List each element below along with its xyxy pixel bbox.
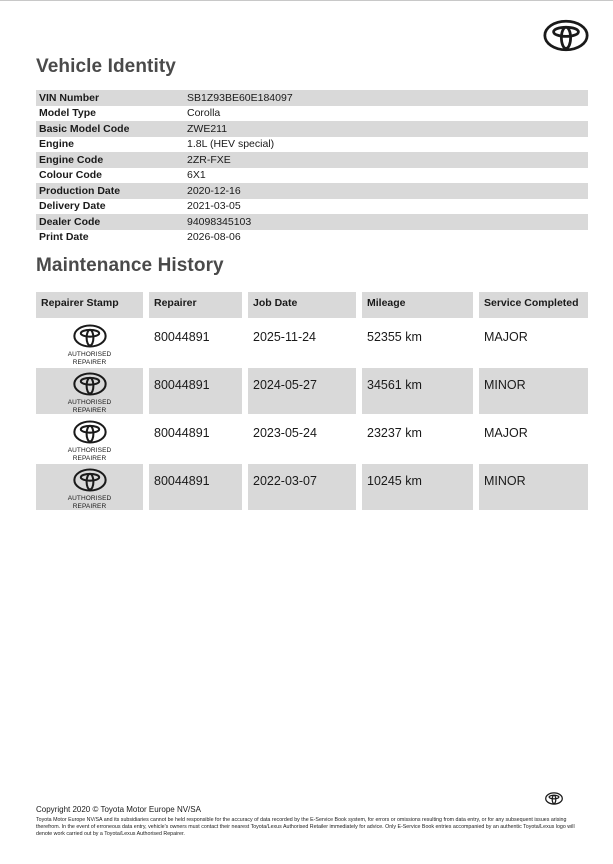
identity-label: Model Type [39, 107, 96, 120]
vehicle-identity-title: Vehicle Identity [36, 56, 176, 77]
job-date: 2025-11-24 [253, 330, 317, 344]
job-date: 2024-05-27 [248, 368, 356, 414]
identity-label: Engine [39, 138, 75, 151]
identity-label: Colour Code [39, 169, 102, 182]
repairer-stamp [36, 464, 143, 510]
maintenance-header-row [36, 292, 588, 318]
stamp-line2: REPAIRER [72, 406, 107, 414]
identity-row [36, 199, 588, 215]
repairer-code: 80044891 [154, 426, 210, 440]
mileage: 52355 km [367, 330, 422, 344]
identity-value: Corolla [187, 107, 221, 120]
identity-row [36, 90, 588, 106]
identity-row [36, 152, 588, 168]
repairer-stamp [36, 320, 143, 366]
column-header: Repairer Stamp [36, 292, 143, 318]
maintenance-history-title: Maintenance History [36, 255, 224, 276]
identity-value: 6X1 [187, 169, 206, 182]
identity-label: Delivery Date [39, 200, 106, 213]
identity-value: 94098345103 [187, 215, 252, 228]
stamp-line1: AUTHORISED [67, 399, 112, 406]
identity-label: Basic Model Code [39, 122, 130, 135]
service-completed: MAJOR [484, 330, 528, 344]
identity-row [36, 137, 588, 153]
column-header: Mileage [362, 292, 473, 318]
identity-value: 1.8L (HEV special) [187, 138, 275, 151]
identity-value: 2026-08-06 [187, 231, 241, 244]
table-row [36, 320, 588, 366]
toyota-logo-icon [543, 19, 589, 52]
identity-row [36, 214, 588, 230]
job-date: 2023-05-24 [253, 426, 317, 440]
job-date: 2022-03-07 [248, 464, 356, 510]
table-row [36, 416, 588, 462]
service-completed: MINOR [479, 368, 588, 414]
column-header: Service Completed [479, 292, 588, 318]
repairer-code: 80044891 [154, 330, 210, 344]
identity-value: 2ZR-FXE [187, 153, 231, 166]
identity-row [36, 230, 588, 246]
toyota-logo-icon [73, 468, 107, 492]
maintenance-history-table [36, 292, 588, 510]
identity-row [36, 121, 588, 137]
identity-row [36, 183, 588, 199]
repairer-stamp [36, 368, 143, 414]
stamp-line1: AUTHORISED [67, 447, 112, 454]
mileage: 23237 km [367, 426, 422, 440]
service-completed: MINOR [479, 464, 588, 510]
identity-label: VIN Number [39, 91, 100, 104]
identity-row [36, 168, 588, 184]
stamp-line1: AUTHORISED [67, 495, 112, 502]
identity-label: Engine Code [39, 153, 104, 166]
repairer-stamp [36, 416, 143, 462]
toyota-logo-icon [73, 420, 107, 444]
identity-label: Production Date [39, 184, 121, 197]
table-row [36, 368, 588, 414]
column-header: Repairer [149, 292, 242, 318]
mileage: 34561 km [362, 368, 473, 414]
table-row [36, 464, 588, 510]
stamp-line1: AUTHORISED [67, 351, 112, 358]
toyota-logo-icon [73, 324, 107, 348]
repairer-code: 80044891 [149, 368, 242, 414]
column-header: Job Date [248, 292, 356, 318]
stamp-line2: REPAIRER [72, 454, 107, 462]
toyota-logo-icon [73, 372, 107, 396]
mileage: 10245 km [362, 464, 473, 510]
identity-row [36, 106, 588, 122]
identity-label: Print Date [39, 231, 89, 244]
identity-value: 2021-03-05 [187, 200, 241, 213]
identity-value: SB1Z93BE60E184097 [187, 91, 293, 104]
stamp-line2: REPAIRER [72, 502, 107, 510]
repairer-code: 80044891 [149, 464, 242, 510]
copyright-text: Copyright 2020 © Toyota Motor Europe NV/SA [36, 805, 201, 814]
toyota-logo-icon [545, 792, 563, 805]
stamp-line2: REPAIRER [72, 358, 107, 366]
identity-label: Dealer Code [39, 215, 101, 228]
vehicle-identity-table [36, 90, 588, 245]
service-completed: MAJOR [484, 426, 528, 440]
identity-value: 2020-12-16 [187, 184, 241, 197]
disclaimer-text: Toyota Motor Europe NV/SA and its subsidiaries cannot be held responsible for the accuracy of data recorded by the E-Service Book system, for errors or omissions resulting from data entry, or for any subsequent issues arising therefrom. In the event of erroneous data entry, vehicle's owners must contact their nearest Toyota/Lexus Authorised Retailer immediately for advice. Only E-Service Book entries accompanied by an authentic Toyota/Lexus logo will denote work carried out by a Toyota/Lexus Authorised Repairer. [36, 817, 575, 837]
top-divider [0, 0, 613, 1]
identity-value: ZWE211 [187, 122, 228, 135]
